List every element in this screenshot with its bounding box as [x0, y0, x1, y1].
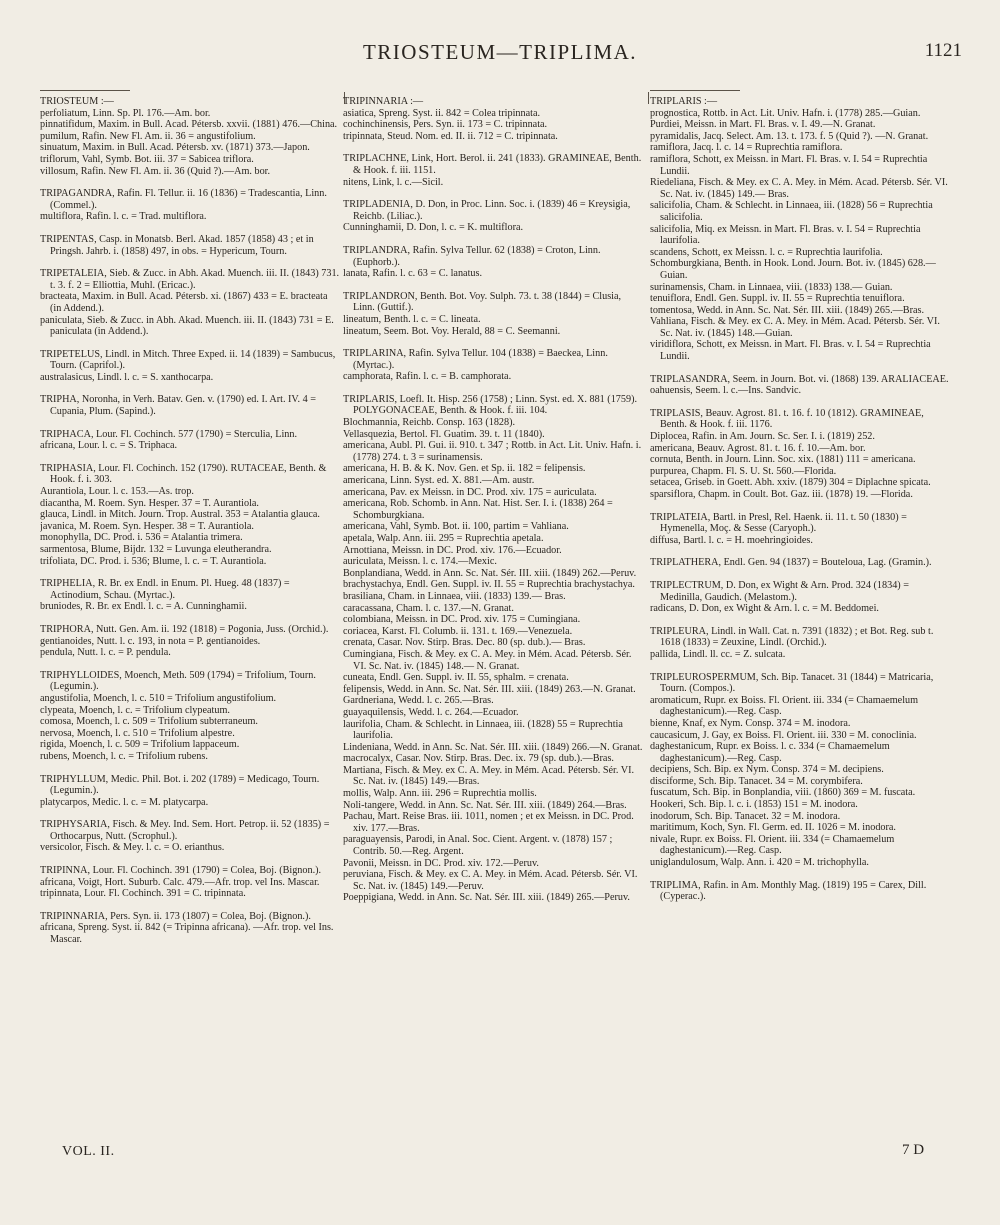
- entry-line: bruniodes, R. Br. ex Endl. l. c. = A. Cunninghamii.: [40, 601, 247, 613]
- dictionary-entry: [40, 349, 340, 384]
- text-column-1: [40, 90, 340, 1150]
- entry-line: Vellasquezia, Bertol. Fl. Guatim. 39. t. 11 (1840).: [343, 428, 545, 440]
- entry-line: clypeata, Moench, l. c. = Trifolium clypeatum.: [40, 704, 230, 716]
- entry-line: angustifolia, Moench, l. c. 510 = Trifolium angustifolium.: [40, 692, 277, 704]
- entry-line: mollis, Walp. Ann. iii. 296 = Ruprechtia mollis.: [343, 788, 537, 800]
- entry-heading: TRIPLARIS :—: [650, 96, 718, 107]
- dictionary-entry: [650, 626, 952, 661]
- entry-heading: TRIPINNARIA :—: [343, 96, 424, 107]
- entry-line: americana, Beauv. Agrost. 81. t. 16. f. 10.—Am. bor.: [650, 442, 866, 454]
- entry-line: crenata, Casar. Nov. Stirp. Bras. Dec. 80 (sp. dub.).— Bras.: [343, 637, 586, 649]
- entry-line: apetala, Walp. Ann. iii. 295 = Ruprechtia apetala.: [343, 533, 544, 544]
- entry-line: Bonplandiana, Wedd. in Ann. Sc. Nat. Sér. III. xiii. (1849) 262.—Peruv.: [343, 567, 637, 579]
- volume-label: VOL. II.: [62, 1144, 115, 1159]
- dictionary-entry: [40, 463, 340, 567]
- entry-line: brachystachya, Endl. Gen. Suppl. iv. II. 55 = Ruprechtia brachystachya.: [343, 579, 635, 591]
- dictionary-entry: [40, 670, 340, 763]
- entry-heading: TRIPLADENIA, D. Don, in Proc. Linn. Soc. i. (1839) 46 = Kreysigia, Reichb. (Liliac.).: [343, 199, 631, 222]
- entry-line: nivale, Rupr. ex Boiss. Fl. Orient. iii. 334 (= Chamaemelum daghestanicum).—Reg. Casp.: [650, 833, 895, 857]
- entry-line: sinuatum, Maxim. in Bull. Acad. Pétersb. xv. (1871) 373.—Japon.: [40, 142, 310, 154]
- entry-line: Aurantiola, Lour. l. c. 153.—As. trop.: [40, 486, 194, 498]
- entry-line: tomentosa, Wedd. in Ann. Sc. Nat. Sér. III. xiii. (1849) 265.—Bras.: [650, 304, 925, 316]
- entry-heading: TRIPINNARIA, Pers. Syn. ii. 173 (1807) = Colea, Boj. (Bignon.).: [40, 910, 311, 922]
- entry-line: Arnottiana, Meissn. in DC. Prod. xiv. 176.—Ecuador.: [343, 544, 562, 556]
- entry-heading: TRIPHORA, Nutt. Gen. Am. ii. 192 (1818) = Pogonia, Juss. (Orchid.).: [40, 623, 329, 635]
- entry-line: villosum, Rafin. New Fl. Am. ii. 36 (Quid ?).—Am. bor.: [40, 165, 271, 177]
- dictionary-entry: [343, 348, 643, 383]
- entry-heading: TRIPLANDRON, Benth. Bot. Voy. Sulph. 73. t. 38 (1844) = Clusia, Linn. (Guttif.).: [343, 290, 622, 314]
- entry-line: aromaticum, Rupr. ex Boiss. Fl. Orient. iii. 334 (= Chamaemelum daghestanicum).—Reg. Casp.: [650, 694, 919, 718]
- entry-line: australasicus, Lindl. l. c. = S. xanthocarpa.: [40, 371, 214, 383]
- entry-heading: TRIPLECTRUM, D. Don, ex Wight & Arn. Prod. 324 (1834) = Medinilla, Gaudich. (Melastom.).: [650, 579, 909, 603]
- entry-line: cornuta, Benth. in Journ. Linn. Soc. xix. (1881) 111 = americana.: [650, 454, 916, 466]
- entry-line: diffusa, Bartl. l. c. = H. moehringioides.: [650, 534, 813, 546]
- entry-line: guayaquilensis, Wedd. l. c. 264.—Ecuador.: [343, 706, 519, 718]
- entry-line: setacea, Griseb. in Goett. Abh. xxiv. (1879) 304 = Diplachne spicata.: [650, 477, 931, 489]
- entry-line: Lindeniana, Wedd. in Ann. Sc. Nat. Sér. III. xiii. (1849) 266.—N. Granat.: [343, 741, 643, 753]
- entry-line: coriacea, Karst. Fl. Columb. ii. 131. t. 169.—Venezuela.: [343, 625, 573, 637]
- entry-heading: TRIPHACA, Lour. Fl. Cochinch. 577 (1790) = Sterculia, Linn.: [40, 428, 298, 440]
- entry-line: nitens, Link, l. c.—Sicil.: [343, 176, 444, 188]
- dictionary-entry: [343, 291, 643, 337]
- entry-line: ramiflora, Jacq. l. c. 14 = Ruprechtia ramiflora.: [650, 142, 843, 154]
- entry-line: multiflora, Rafin. l. c. = Trad. multiflora.: [40, 211, 207, 223]
- entry-line: americana, Rob. Schomb. in Ann. Nat. Hist. Ser. I. i. (1838) 264 = Schomburgkiana.: [343, 498, 613, 521]
- entry-line: triflorum, Vahl, Symb. Bot. iii. 37 = Sabicea triflora.: [40, 153, 254, 165]
- dictionary-entry: [40, 188, 340, 223]
- dictionary-entry: [40, 394, 340, 417]
- entry-line: Blochmannia, Reichb. Consp. 163 (1828).: [343, 417, 516, 429]
- entry-line: asiatica, Spreng. Syst. ii. 842 = Colea tripinnata.: [343, 107, 541, 119]
- entry-line: inodorum, Sch. Bip. Tanacet. 32 = M. inodora.: [650, 810, 841, 822]
- entry-heading: TRIPLATEIA, Bartl. in Presl, Rel. Haenk. ii. 11. t. 50 (1830) = Hymenella, Moç. & Sesse (Caryoph.).: [650, 511, 907, 535]
- signature-mark: 7 D: [902, 1142, 925, 1158]
- entry-line: macrocalyx, Casar. Nov. Stirp. Bras. Dec. ix. 79 (sp. dub.).—Bras.: [343, 753, 614, 765]
- entry-line: Pavonii, Meissn. in DC. Prod. xiv. 172.—Peruv.: [343, 857, 539, 869]
- entry-line: Pachau, Mart. Reise Bras. iii. 1011, nomen ; et ex Meissn. in DC. Prod. xiv. 177.—Bras.: [343, 811, 634, 834]
- entry-line: maritimum, Koch, Syn. Fl. Germ. ed. II. 1026 = M. inodora.: [650, 822, 896, 834]
- entry-heading: TRIPLANDRA, Rafin. Sylva Tellur. 62 (1838) = Croton, Linn. (Euphorb.).: [343, 244, 601, 268]
- entry-line: Hookeri, Sch. Bip. l. c. i. (1853) 151 = M. inodora.: [650, 799, 858, 811]
- entry-line: africana, Voigt, Hort. Suburb. Calc. 479.—Afr. trop. vel Ins. Mascar.: [40, 876, 320, 888]
- dictionary-entry: [343, 96, 643, 142]
- dictionary-entry: [343, 394, 643, 904]
- entry-line: laurifolia, Cham. & Schlecht. in Linnaea, iii. (1828) 55 = Ruprechtia laurifolia.: [343, 718, 623, 742]
- entry-line: americana, H. B. & K. Nov. Gen. et Sp. ii. 182 = felipensis.: [343, 463, 586, 475]
- entry-line: Vahliana, Fisch. & Mey. ex C. A. Mey. in Mém. Acad. Pétersb. Sér. VI. Sc. Nat. iv. (1845) 148.—Guian.: [650, 316, 940, 339]
- entry-line: radicans, D. Don, ex Wight & Arn. l. c. = M. Beddomei.: [650, 603, 879, 615]
- entry-line: camphorata, Rafin. l. c. = B. camphorata.: [343, 371, 512, 383]
- entry-line: ramiflora, Schott, ex Meissn. in Mart. Fl. Bras. v. I. 54 = Ruprechtia Lundii.: [650, 153, 928, 177]
- entry-line: lanata, Rafin. l. c. 63 = C. lanatus.: [343, 268, 482, 280]
- entry-line: perfoliatum, Linn. Sp. Pl. 176.—Am. bor.: [40, 107, 211, 119]
- entry-line: africana, Spreng. Syst. ii. 842 (= Tripinna africana). —Afr. trop. vel Ins. Mascar.: [40, 922, 334, 946]
- dictionary-entry: [40, 96, 340, 177]
- entry-line: salicifolia, Cham. & Schlecht. in Linnaea, iii. (1828) 56 = Ruprechtia salicifolia.: [650, 200, 933, 223]
- entry-line: Cumingiana, Fisch. & Mey. ex C. A. Mey. in Mém. Acad. Pétersb. Sér. VI. Sc. Nat. iv. (1845) 148.— N. Granat.: [343, 648, 632, 672]
- entry-heading: TRIPLEUROSPERMUM, Sch. Bip. Tanacet. 31 (1844) = Matricaria, Tourn. (Compos.).: [650, 671, 934, 695]
- entry-line: Diplocea, Rafin. in Am. Journ. Sc. Ser. I. i. (1819) 252.: [650, 431, 875, 443]
- entry-line: decipiens, Sch. Bip. ex Nym. Consp. 374 = M. decipiens.: [650, 764, 884, 776]
- entry-line: viridiflora, Schott, ex Meissn. in Mart. Fl. Bras. v. I. 54 = Ruprechtia Lundii.: [650, 339, 931, 363]
- entry-line: monophylla, DC. Prod. i. 536 = Atalantia trimera.: [40, 532, 243, 544]
- entry-line: pyramidalis, Jacq. Select. Am. 13. t. 173. f. 5 (Quid ?). —N. Granat.: [650, 130, 929, 142]
- entry-heading: TRIPETALEIA, Sieb. & Zucc. in Abh. Akad. Muench. iii. II. (1843) 731. t. 3. f. 2 = Elliottia, Muhl. (Ericac.).: [40, 268, 340, 291]
- entry-heading: TRIPINNA, Lour. Fl. Cochinch. 391 (1790) = Colea, Boj. (Bignon.).: [40, 865, 322, 877]
- entry-heading: TRIOSTEUM :—: [40, 96, 114, 107]
- column-divider: [648, 92, 649, 104]
- entry-line: americana, Pav. ex Meissn. in DC. Prod. xiv. 175 = auriculata.: [343, 486, 597, 498]
- entry-line: glauca, Lindl. in Mitch. Journ. Trop. Austral. 353 = Atalantia glauca.: [40, 509, 320, 521]
- entry-line: tripinnata, Steud. Nom. ed. II. ii. 712 = C. tripinnata.: [343, 130, 558, 142]
- entry-line: pallida, Lindl. ll. cc. = Z. sulcata.: [650, 648, 786, 660]
- entry-line: tripinnata, Lour. Fl. Cochinch. 391 = C. tripinnata.: [40, 888, 246, 900]
- entry-line: diacantha, M. Roem. Syn. Hesper. 37 = T. Aurantiola.: [40, 497, 259, 509]
- entry-heading: TRIPHA, Noronha, in Verh. Batav. Gen. v. (1790) ed. I. Art. IV. 4 = Cupania, Plum. (Sapind.).: [40, 394, 316, 418]
- running-header: [38, 40, 962, 80]
- entry-line: caucasicum, J. Gay, ex Boiss. Fl. Orient. iii. 330 = M. conoclinia.: [650, 729, 917, 741]
- entry-line: rubens, Moench, l. c. = Trifolium rubens.: [40, 750, 208, 762]
- entry-heading: TRIPETELUS, Lindl. in Mitch. Three Exped. ii. 14 (1839) = Sambucus, Tourn. (Caprifol.).: [40, 348, 336, 372]
- dictionary-entry: [650, 880, 952, 903]
- entry-line: prognostica, Rottb. in Act. Lit. Univ. Hafn. i. (1778) 285.—Guian.: [650, 107, 921, 119]
- entry-line: lineatum, Benth. l. c. = C. lineata.: [343, 313, 481, 325]
- entry-line: paniculata, Sieb. & Zucc. in Abh. Akad. Muench. iii. II. (1843) 731 = E. paniculata (in Addend.).: [40, 314, 334, 338]
- entry-heading: TRIPHELIA, R. Br. ex Endl. in Enum. Pl. Hueg. 48 (1837) = Actinodium, Schau. (Myrtac.).: [40, 578, 290, 601]
- entry-line: peruviana, Fisch. & Mey. ex C. A. Mey. in Mém. Acad. Pétersb. Sér. VI. Sc. Nat. iv. (1845) 149.—Peruv.: [343, 869, 638, 892]
- entry-heading: TRIPLARINA, Rafin. Sylva Tellur. 104 (1838) = Baeckea, Linn. (Myrtac.).: [343, 348, 608, 371]
- entry-line: felipensis, Wedd. in Ann. Sc. Nat. Sér. III. xiii. (1849) 263.—N. Granat.: [343, 683, 636, 695]
- entry-line: surinamensis, Cham. in Linnaea, viii. (1833) 138.— Guian.: [650, 281, 893, 293]
- dictionary-entry: [40, 578, 340, 613]
- entry-heading: TRIPLASANDRA, Seem. in Journ. Bot. vi. (1868) 139. ARALIACEAE.: [650, 373, 949, 385]
- dictionary-entry: [343, 245, 643, 280]
- dictionary-entry: [650, 374, 952, 397]
- entry-line: lineatum, Seem. Bot. Voy. Herald, 88 = C. Seemanni.: [343, 325, 561, 337]
- entry-heading: TRIPAGANDRA, Rafin. Fl. Tellur. ii. 16 (1836) = Tradescantia, Linn. (Commel.).: [40, 188, 327, 211]
- dictionary-entry: [650, 408, 952, 501]
- dictionary-entry: [40, 774, 340, 809]
- page-title: TRIOSTEUM—TRIPLIMA.: [362, 40, 638, 64]
- entry-line: rigida, Moench, l. c. 509 = Trifolium lappaceum.: [40, 739, 240, 751]
- entry-line: Poeppigiana, Wedd. in Ann. Sc. Nat. Sér. III. xiii. (1849) 265.—Peruv.: [343, 892, 630, 904]
- entry-line: Martiana, Fisch. & Mey. ex C. A. Mey. in Mém. Acad. Pétersb. Sér. VI. Sc. Nat. iv. (1845) 149.—Bras.: [343, 764, 635, 788]
- dictionary-entry: [650, 672, 952, 869]
- entry-line: pendula, Nutt. l. c. = P. pendula.: [40, 647, 171, 659]
- dictionary-entry: [40, 429, 340, 452]
- entry-heading: TRIPHYSARIA, Fisch. & Mey. Ind. Sem. Hort. Petrop. ii. 52 (1835) = Orthocarpus, Nutt. (Scrophul.).: [40, 819, 330, 842]
- entry-line: javanica, M. Roem. Syn. Hesper. 38 = T. Aurantiola.: [40, 520, 254, 532]
- dictionary-entry: [40, 234, 340, 257]
- entry-line: Purdiei, Meissn. in Mart. Fl. Bras. v. I. 49.—N. Granat.: [650, 119, 876, 131]
- entry-line: versicolor, Fisch. & Mey. l. c. = O. erianthus.: [40, 842, 225, 854]
- entry-line: Cunninghamii, D. Don, l. c. = K. multiflora.: [343, 222, 524, 234]
- entry-line: paraguayensis, Parodi, in Anal. Soc. Cient. Argent. v. (1878) 157 ; Contrib. 50.—Reg. Argent.: [343, 834, 613, 858]
- entry-line: daghestanicum, Rupr. ex Boiss. l. c. 334 (= Chamaemelum daghestanicum).—Reg. Casp.: [650, 741, 890, 764]
- entry-line: cochinchinensis, Pers. Syn. ii. 173 = C. tripinnata.: [343, 119, 548, 131]
- entry-line: africana, Lour. l. c. = S. Triphaca.: [40, 440, 178, 452]
- entry-line: nervosa, Moench, l. c. 510 = Trifolium alpestre.: [40, 727, 235, 739]
- entry-heading: TRIPLATHERA, Endl. Gen. 94 (1837) = Bouteloua, Lag. (Gramin.).: [650, 557, 932, 569]
- dictionary-entry: [40, 911, 340, 946]
- entry-line: uniglandulosum, Walp. Ann. i. 420 = M. trichophylla.: [650, 857, 869, 869]
- entry-line: bracteata, Maxim. in Bull. Acad. Pétersb. xi. (1867) 433 = E. bracteata (in Addend.).: [40, 291, 328, 314]
- entry-line: Riedeliana, Fisch. & Mey. ex C. A. Mey. in Mém. Acad. Pétersb. Sér. VI. Sc. Nat. iv. (1845) 149.— Bras.: [650, 177, 948, 200]
- entry-line: americana, Vahl, Symb. Bot. ii. 100, partim = Vahliana.: [343, 521, 569, 533]
- dictionary-entry: [40, 268, 340, 338]
- text-column-3: [650, 90, 952, 1150]
- dictionary-entry: [40, 624, 340, 659]
- dictionary-entry: [343, 199, 643, 234]
- entry-line: comosa, Moench, l. c. 509 = Trifolium subterraneum.: [40, 716, 258, 728]
- dictionary-entry: [343, 153, 643, 188]
- entry-heading: TRIPLARIS, Loefl. It. Hisp. 256 (1758) ; Linn. Syst. ed. X. 881 (1759). POLYGONACEAE, Benth. & Hook. f. iii. 104.: [343, 393, 638, 417]
- entry-heading: TRIPHYLLUM, Medic. Phil. Bot. i. 202 (1789) = Medicago, Tourn. (Legumin.).: [40, 773, 320, 797]
- entry-line: Schomburgkiana, Benth. in Hook. Lond. Journ. Bot. iv. (1845) 628.—Guian.: [650, 258, 936, 281]
- entry-line: pumilum, Rafin. New Fl. Am. ii. 36 = angustifolium.: [40, 130, 256, 142]
- entry-line: brasiliana, Cham. in Linnaea, viii. (1833) 139.— Bras.: [343, 590, 566, 602]
- dictionary-entry: [650, 557, 952, 569]
- entry-line: sparsiflora, Chapm. in Coult. Bot. Gaz. iii. (1878) 19. —Florida.: [650, 489, 913, 500]
- entry-heading: TRIPLACHNE, Link, Hort. Berol. ii. 241 (1833). GRAMINEAE, Benth. & Hook. f. iii. 1151.: [343, 153, 642, 176]
- entry-line: cuneata, Endl. Gen. Suppl. iv. II. 55, sphalm. = crenata.: [343, 672, 569, 684]
- text-column-2: [343, 90, 643, 1150]
- entry-line: Noli-tangere, Wedd. in Ann. Sc. Nat. Sér. III. xiii. (1849) 264.—Bras.: [343, 799, 627, 811]
- entry-line: auriculata, Meissn. l. c. 174.—Mexic.: [343, 556, 497, 568]
- entry-line: americana, Linn. Syst. ed. X. 881.—Am. austr.: [343, 475, 535, 487]
- entry-line: sarmentosa, Blume, Bijdr. 132 = Luvunga eleutherandra.: [40, 544, 272, 555]
- dictionary-entry: [40, 865, 340, 900]
- entry-line: oahuensis, Seem. l. c.—Ins. Sandvic.: [650, 385, 802, 397]
- page-number: 1121: [924, 40, 962, 61]
- dictionary-entry: [650, 512, 952, 547]
- entry-line: salicifolia, Miq. ex Meissn. in Mart. Fl. Bras. v. I. 54 = Ruprechtia laurifolia.: [650, 223, 921, 247]
- entry-line: gentianoides, Nutt. l. c. 193, in nota = P. gentianoides.: [40, 635, 261, 647]
- entry-heading: TRIPLIMA, Rafin. in Am. Monthly Mag. (1819) 195 = Carex, Dill. (Cyperac.).: [650, 879, 927, 903]
- entry-line: colombiana, Meissn. in DC. Prod. xiv. 175 = Cumingiana.: [343, 614, 581, 626]
- entry-line: scandens, Schott, ex Meissn. l. c. = Ruprechtia laurifolia.: [650, 246, 883, 258]
- entry-line: tenuiflora, Endl. Gen. Suppl. iv. II. 55 = Ruprechtia tenuiflora.: [650, 293, 905, 305]
- entry-line: trifoliata, DC. Prod. i. 536; Blume, l. c. = T. Aurantiola.: [40, 555, 267, 567]
- dictionary-entry: [40, 819, 340, 854]
- entry-heading: TRIPHASIA, Lour. Fl. Cochinch. 152 (1790). RUTACEAE, Benth. & Hook. f. i. 303.: [40, 462, 327, 486]
- entry-heading: TRIPLEURA, Lindl. in Wall. Cat. n. 7391 (1832) ; et Bot. Reg. sub t. 1618 (1833) = Zeuxine, Lindl. (Orchid.).: [650, 625, 934, 649]
- entry-line: bienne, Knaf, ex Nym. Consp. 374 = M. inodora.: [650, 717, 851, 729]
- entry-line: pinnatifidum, Maxim. in Bull. Acad. Pétersb. xxvii. (1881) 476.—China.: [40, 119, 338, 131]
- entry-line: Gardneriana, Wedd. l. c. 265.—Bras.: [343, 695, 494, 707]
- entry-line: platycarpos, Medic. l. c. = M. platycarpa.: [40, 796, 209, 808]
- dictionary-entry: [650, 96, 952, 363]
- entry-line: caracassana, Cham. l. c. 137.—N. Granat.: [343, 602, 514, 614]
- entry-line: disciforme, Sch. Bip. Tanacet. 34 = M. corymbifera.: [650, 775, 863, 787]
- dictionary-entry: [650, 580, 952, 615]
- entry-heading: TRIPHYLLOIDES, Moench, Meth. 509 (1794) = Trifolium, Tourn. (Legumin.).: [40, 669, 316, 693]
- entry-line: fuscatum, Sch. Bip. in Bonplandia, viii. (1860) 369 = M. fuscata.: [650, 787, 916, 799]
- entry-heading: TRIPENTAS, Casp. in Monatsb. Berl. Akad. 1857 (1858) 43 ; et in Pringsh. Jahrb. i. (1858) 497, in obs. = Hypericum, Tourn.: [40, 233, 314, 257]
- entry-line: purpurea, Chapm. Fl. S. U. St. 560.—Florida.: [650, 465, 837, 477]
- entry-heading: TRIPLASIS, Beauv. Agrost. 81. t. 16. f. 10 (1812). GRAMINEAE, Benth. & Hook. f. iii. 1176.: [650, 407, 924, 431]
- entry-line: americana, Aubl. Pl. Gui. ii. 910. t. 347 ; Rottb. in Act. Lit. Univ. Hafn. i. (1778) 274. t. 3 = surinamensis.: [343, 440, 642, 463]
